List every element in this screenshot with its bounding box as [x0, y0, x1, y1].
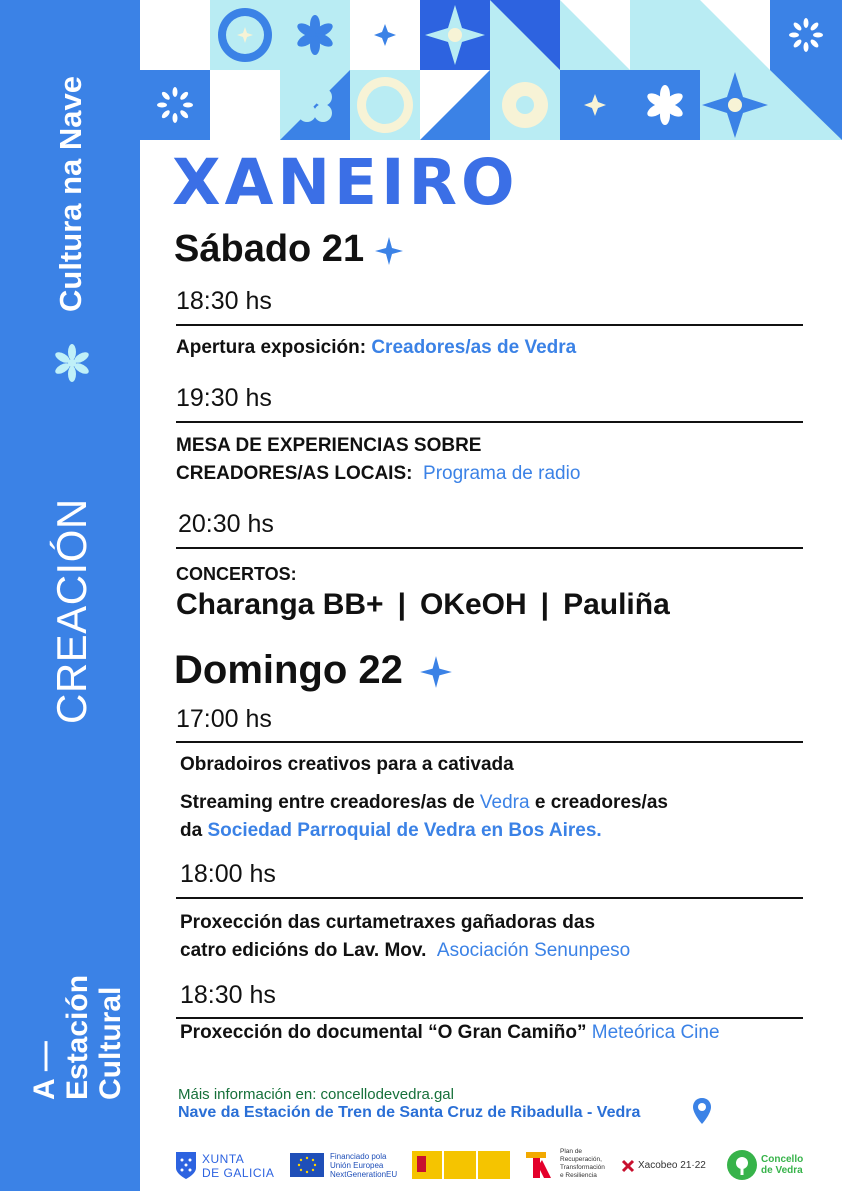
logo-text: NextGenerationEU: [330, 1170, 398, 1179]
flower-icon: [52, 343, 92, 383]
station-title: [28, 975, 127, 1100]
logo-text: Financiado pola: [330, 1152, 387, 1161]
event-detail: Meteórica Cine: [591, 1022, 720, 1043]
sparkle-icon: [419, 655, 453, 689]
sponsor-logos: [170, 1148, 820, 1182]
event-time: 19:30 hs: [176, 384, 272, 412]
plan-emblem-icon: [524, 1150, 554, 1180]
event-text: da: [180, 820, 203, 841]
event-description: [180, 909, 630, 965]
station-line: Cultural: [94, 986, 127, 1100]
logo-text: e Resiliencia: [560, 1172, 597, 1179]
logo-text: de Vedra: [761, 1165, 803, 1176]
event-title: Proxección do documental “O Gran Camiño”: [180, 1022, 587, 1043]
event-time: 20:30 hs: [178, 510, 274, 538]
act-separator: |: [540, 588, 550, 621]
tile-pattern: [140, 0, 842, 140]
divider: [176, 897, 803, 899]
eu-flag-icon: [290, 1153, 324, 1177]
logo-text: Plan de: [560, 1148, 583, 1155]
location-pin-icon: [692, 1097, 712, 1125]
event-time: 18:30 hs: [180, 981, 276, 1009]
event-text: e creadores/as: [534, 792, 668, 813]
concert-acts: [176, 588, 670, 622]
day-heading: [174, 648, 453, 693]
station-line: A —: [28, 1041, 61, 1100]
event-description: [176, 432, 580, 488]
event-detail: Sociedad Parroquial de Vedra en Bos Aires.: [207, 820, 602, 841]
more-info: Máis información en: concellodevedra.gal: [178, 1086, 454, 1103]
logo-text: Recuperación,: [560, 1156, 602, 1163]
xacobeo-emblem-icon: [620, 1158, 636, 1174]
event-title-line: MESA DE EXPERIENCIAS SOBRE: [176, 435, 482, 456]
event-detail: Asociación Senunpeso: [436, 940, 631, 961]
event-description: [180, 1019, 720, 1047]
event-time: 17:00 hs: [176, 705, 272, 733]
divider: [176, 547, 803, 549]
event-detail: Programa de radio: [423, 463, 581, 484]
series-title: Cultura na Nave: [53, 75, 88, 312]
event-title: Apertura exposición:: [176, 337, 367, 358]
event-title: CONCERTOS:: [176, 564, 297, 584]
act-name: OKeOH: [419, 588, 527, 621]
logo-text: DE GALICIA: [202, 1166, 275, 1180]
plan-logo: [524, 1148, 614, 1182]
event-title: Obradoiros creativos para a cativada: [180, 754, 514, 775]
station-line: Estación: [61, 974, 94, 1100]
act-separator: |: [397, 588, 406, 621]
xunta-logo: [170, 1148, 280, 1182]
concello-emblem-icon: [726, 1149, 758, 1181]
divider: [176, 421, 803, 423]
logo-text: Concello: [761, 1154, 804, 1165]
event-time: 18:00 hs: [180, 860, 276, 888]
event-detail: Vedra: [479, 792, 530, 813]
event-detail: Creadores/as de Vedra: [371, 337, 577, 358]
month-title: XANEIRO: [172, 146, 519, 219]
logo-text: Unión Europea: [330, 1161, 384, 1170]
act-name: Pauliña: [563, 588, 670, 621]
eu-logo: [290, 1148, 400, 1182]
logo-text: Xacobeo 21·22: [638, 1160, 706, 1171]
event-text: Streaming entre creadores/as de: [180, 792, 475, 813]
sidebar: [0, 0, 140, 1191]
xacobeo-logo: [620, 1148, 720, 1182]
venue-address: Nave da Estación de Tren de Santa Cruz de Ribadulla - Vedra: [178, 1104, 641, 1121]
event-title-line: Proxección das curtametraxes gañadoras das: [180, 912, 596, 933]
event-description: [180, 789, 668, 845]
logo-text: Transformación: [560, 1164, 605, 1171]
xunta-shield-icon: [174, 1150, 198, 1180]
event-title-line: CREADORES/AS LOCAIS:: [176, 463, 413, 484]
act-name: Charanga BB+: [176, 588, 384, 621]
logo-text: XUNTA: [202, 1152, 245, 1166]
event-time: 18:30 hs: [176, 287, 272, 315]
event-description: [176, 334, 576, 362]
day-label: Domingo 22: [174, 648, 403, 692]
divider: [176, 741, 803, 743]
divider: [176, 324, 803, 326]
spain-gov-logo: [412, 1148, 512, 1182]
sparkle-icon: [374, 236, 404, 266]
day-label: Sábado 21: [174, 228, 365, 270]
section-title: CREACIÓN: [48, 498, 95, 724]
event-title-line: catro edicións do Lav. Mov.: [180, 940, 427, 961]
concello-logo: [726, 1148, 816, 1182]
spain-gov-emblem-icon: [412, 1151, 510, 1179]
day-heading: [174, 228, 404, 271]
